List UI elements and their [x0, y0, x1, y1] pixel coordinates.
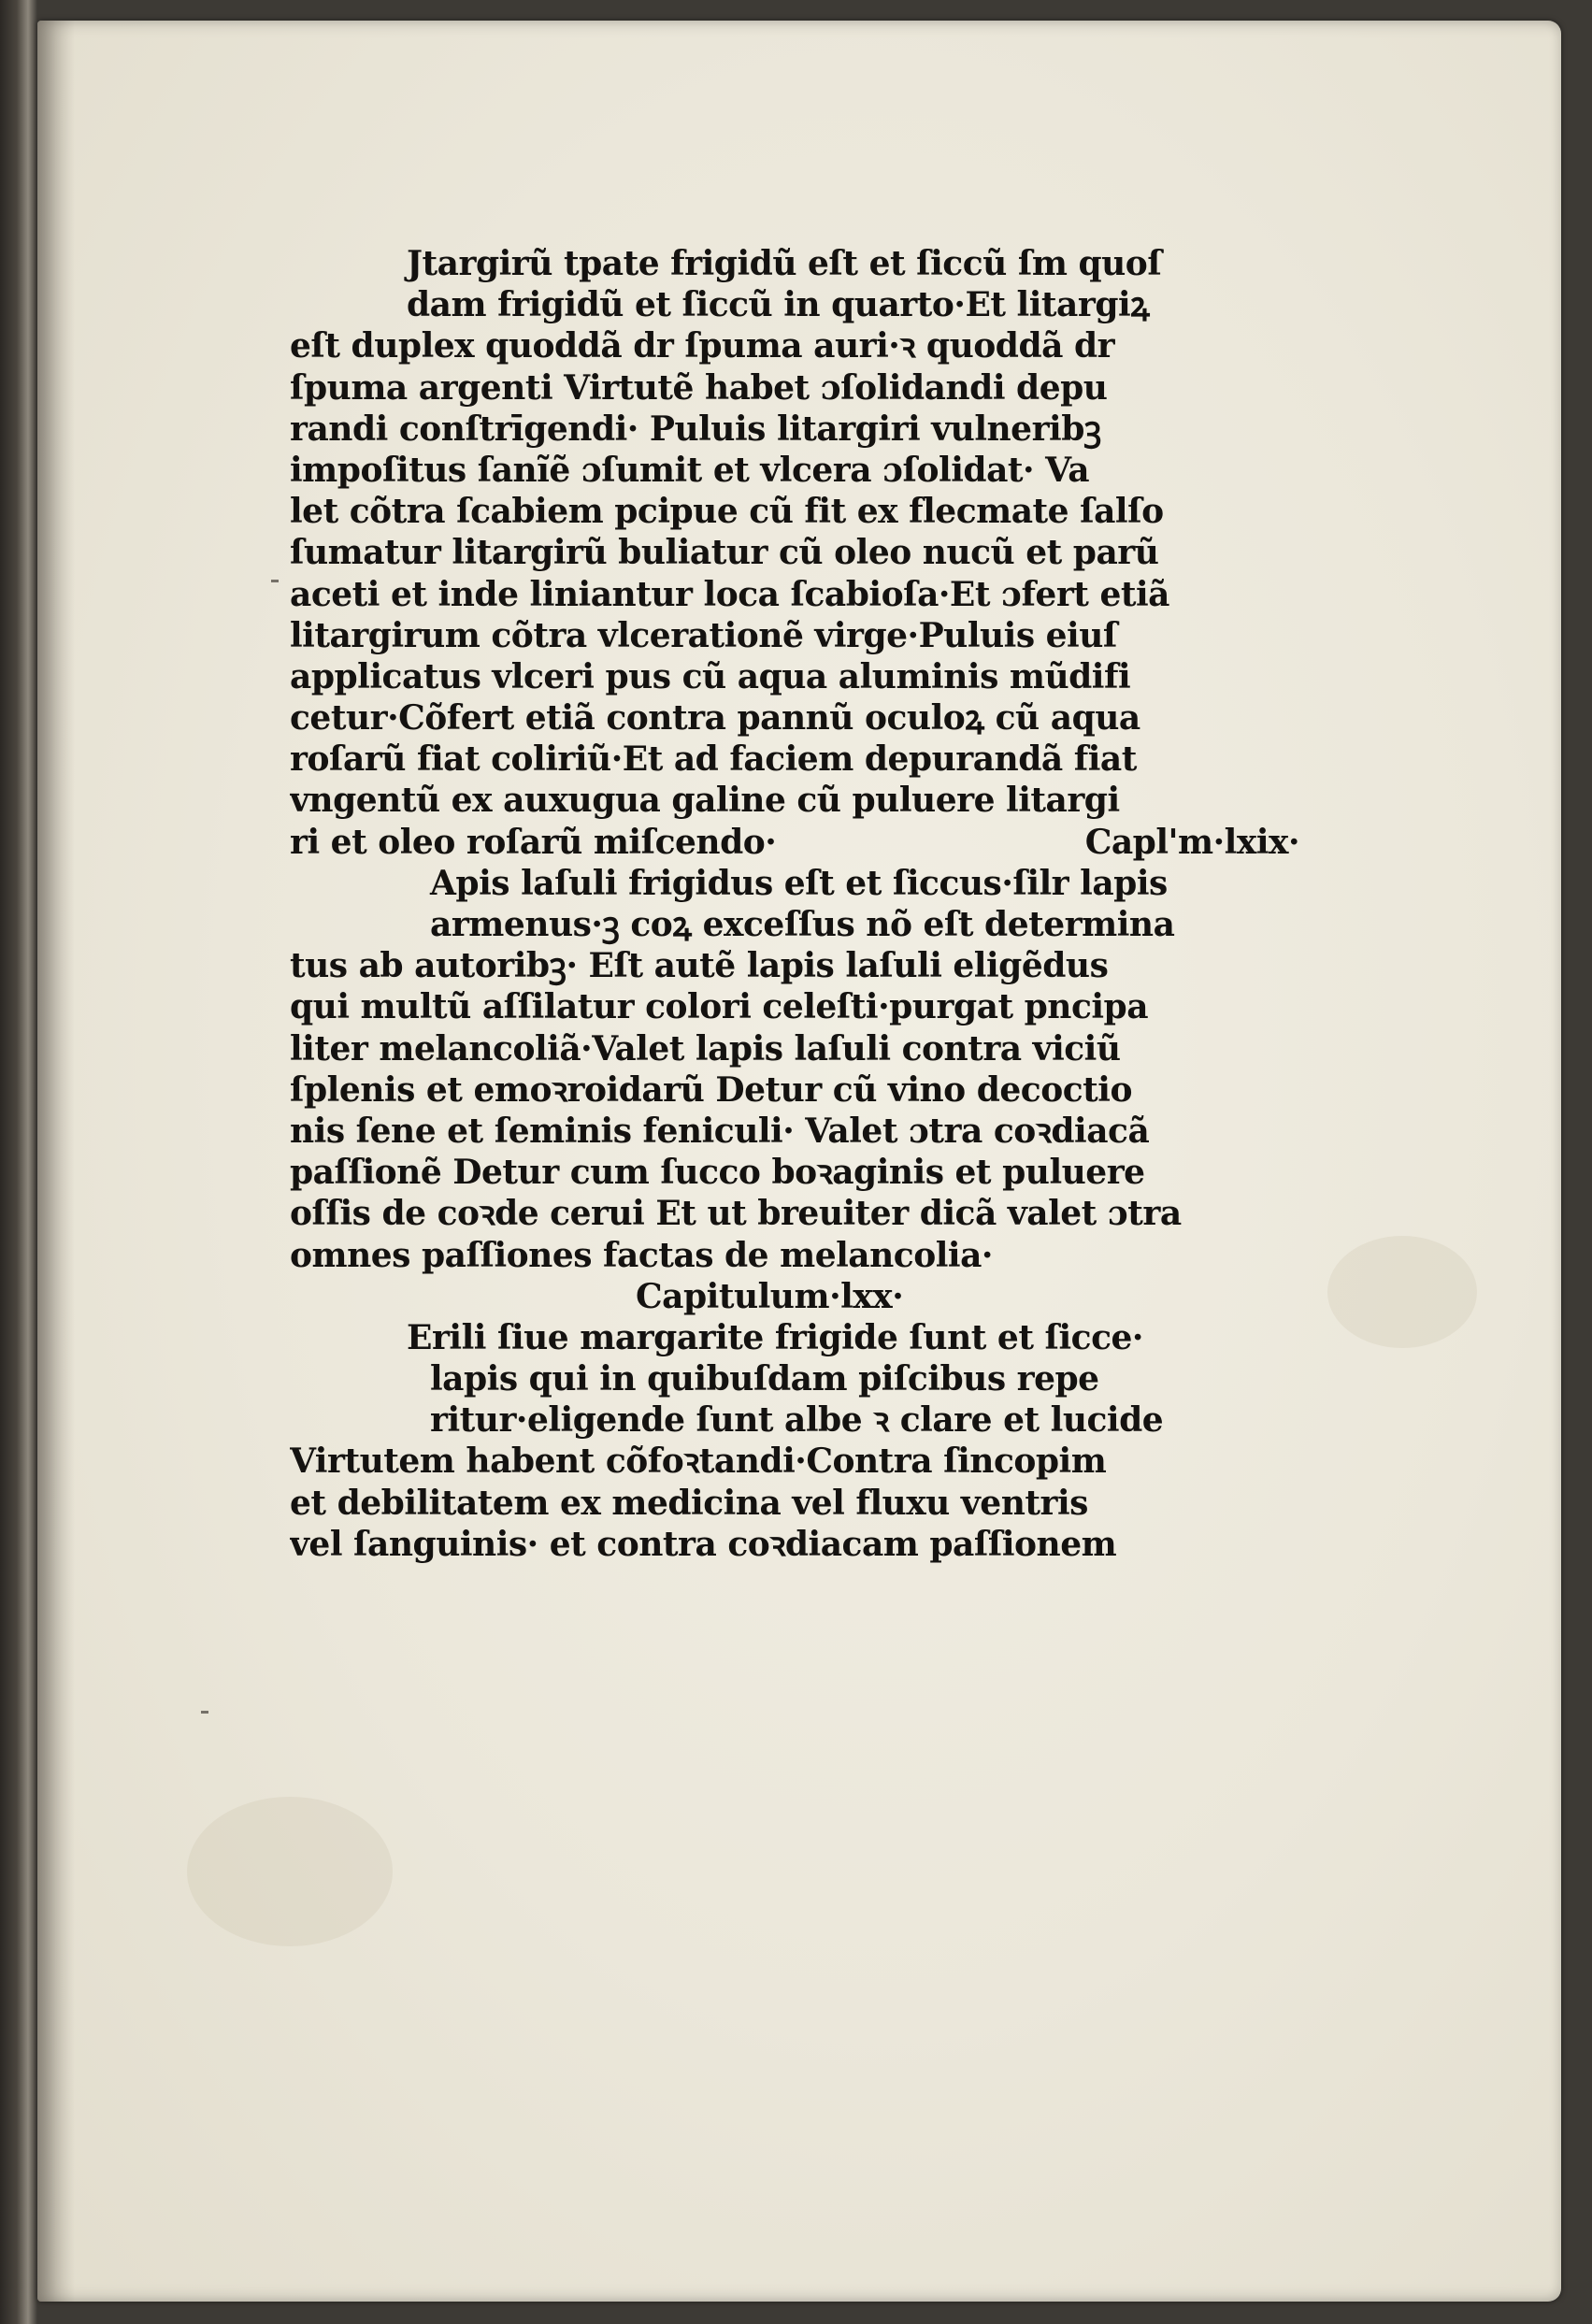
text-line-content: ſpuma argenti Virtutẽ habet ɔſolidandi depu	[290, 367, 1108, 408]
text-line-content: vel ſanguinis· et contra coꝛdiacam paſſionem	[290, 1524, 1117, 1564]
text-line	[290, 904, 1309, 945]
text-line	[290, 697, 1309, 739]
chapter-heading: Capl'm·lxix·	[1084, 822, 1299, 862]
text-line-content: let cõtra ſcabiem pcipue cũ fit ex flecmate ſalſo	[290, 492, 1164, 532]
text-line-content: applicatus vlceri pus cũ aqua aluminis mũdifi	[290, 656, 1131, 696]
text-line	[290, 1028, 1309, 1069]
gutter-shadow	[37, 21, 75, 2302]
text-line-content: ſumatur litargirũ buliatur cũ oleo nucũ et parũ	[290, 533, 1159, 573]
text-line	[290, 491, 1309, 532]
text-line-content: armenus·ꝫ coꝝ exceſſus nõ eſt determina	[430, 905, 1175, 944]
margin-mark	[201, 1711, 208, 1714]
text-line	[290, 1524, 1309, 1565]
text-line	[290, 1483, 1309, 1524]
text-line	[290, 1276, 1309, 1317]
text-line-content: Erili ſiue margarite frigide ſunt et ſicce·	[407, 1317, 1143, 1357]
text-line-content: dam frigidũ et ſiccũ in quarto·Et litargiꝝ	[407, 285, 1150, 325]
text-line	[290, 615, 1309, 656]
text-line-content: tus ab autoribꝫ· Eſt autẽ lapis laſuli eligẽdus	[290, 946, 1109, 986]
text-line	[290, 1441, 1309, 1482]
text-line	[290, 986, 1309, 1027]
text-line-content: et debilitatem ex medicina vel fluxu ventris	[290, 1483, 1088, 1523]
text-line-content: oſſis de coꝛde cerui Et ut breuiter dicã valet ɔtra	[290, 1194, 1182, 1234]
text-line-content: nis ſene et ſeminis feniculi· Valet ɔtra coꝛdiacã	[290, 1111, 1150, 1151]
text-line-content: omnes paſſiones factas de melancolia·	[290, 1235, 993, 1275]
text-line	[290, 945, 1309, 986]
text-line	[290, 409, 1309, 450]
text-line	[290, 780, 1309, 821]
text-line	[290, 1111, 1309, 1152]
text-line-content: Jtargirũ tpate frigidũ eſt et ſiccũ ſm quoſ	[407, 244, 1162, 283]
text-line-content: liter melancoliã·Valet lapis laſuli contra viciũ	[290, 1028, 1121, 1069]
text-line	[290, 325, 1309, 366]
text-line	[290, 1317, 1309, 1358]
text-line	[290, 1399, 1309, 1441]
text-line-content: ri et oleo roſarũ miſcendo·	[290, 822, 777, 862]
text-line-content: aceti et inde liniantur loca ſcabioſa·Et ɔfert etiã	[290, 574, 1169, 614]
text-line	[290, 863, 1309, 904]
paper-stain	[1327, 1236, 1477, 1348]
text-line-content: eſt duplex quoddã dr ſpuma auri·ꝛ quoddã dr	[290, 326, 1115, 366]
text-line-content: roſarũ fiat coliriũ·Et ad faciem depurandã fiat	[290, 739, 1137, 780]
text-line-content: Capitulum·lxx·	[636, 1276, 904, 1316]
text-line-content: litargirum cõtra vlcerationẽ virge·Puluis eiuſ	[290, 615, 1117, 655]
text-line	[290, 367, 1309, 409]
text-line-content: qui multũ aſſilatur colori celeſti·purgat pncipa	[290, 987, 1149, 1027]
text-line	[290, 1358, 1309, 1399]
text-line-content: lapis qui in quibuſdam piſcibus repe	[430, 1359, 1099, 1399]
incunable-text-block	[290, 243, 1309, 1565]
text-line	[290, 822, 1309, 863]
text-line	[290, 1069, 1309, 1111]
text-line	[290, 243, 1309, 284]
text-line	[290, 1193, 1309, 1234]
text-line-content: Virtutem habent cõfoꝛtandi·Contra ſincopim	[290, 1442, 1107, 1482]
text-line-content: vngentũ ex auxugua galine cũ puluere litargi	[290, 781, 1120, 821]
text-line	[290, 1152, 1309, 1193]
text-line	[290, 284, 1309, 325]
text-line	[290, 574, 1309, 615]
text-line-content: ritur·eligende ſunt albe ꝛ clare et lucide	[430, 1400, 1164, 1441]
text-line	[290, 656, 1309, 697]
text-line-content: paſſionẽ Detur cum ſucco boꝛaginis et puluere	[290, 1153, 1145, 1193]
margin-mark	[271, 580, 279, 582]
text-line	[290, 739, 1309, 780]
text-line-content: randi conſtrīgendi· Puluis litargiri vulneribꝫ	[290, 409, 1101, 449]
text-line-content: ſplenis et emoꝛroidarũ Detur cũ vino decoctio	[290, 1069, 1132, 1110]
text-line-content: impoſitus ſanĩẽ ɔſumit et vlcera ɔſolidat· Va	[290, 450, 1090, 490]
text-line	[290, 450, 1309, 491]
paper-stain	[187, 1797, 393, 1946]
text-line-content: cetur·Cõfert etiã contra pannũ oculoꝝ cũ aqua	[290, 698, 1140, 739]
text-line	[290, 1235, 1309, 1276]
text-line	[290, 532, 1309, 573]
text-line-content: Apis laſuli frigidus eſt et ſiccus·ſilr lapis	[430, 863, 1168, 903]
